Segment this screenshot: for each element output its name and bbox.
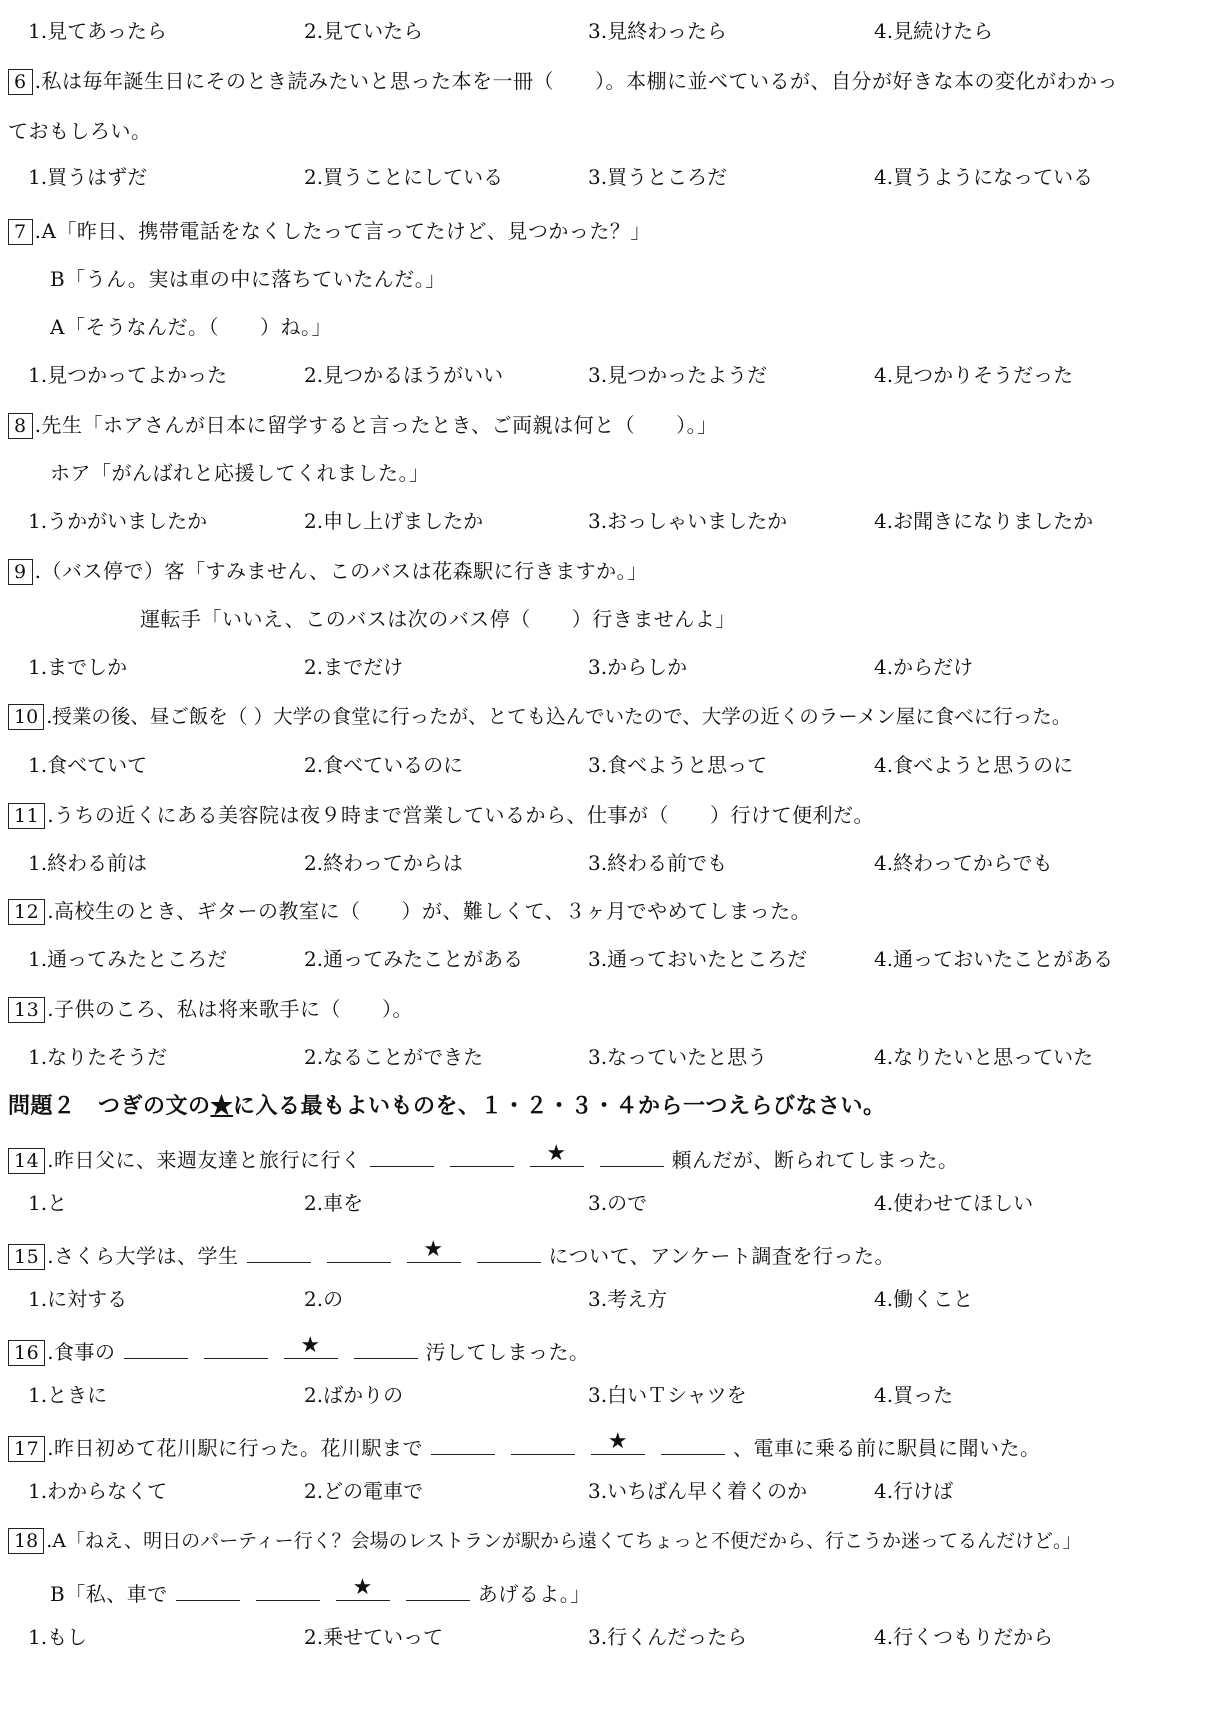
q13-option-2[interactable]: 2.なることができた (304, 1045, 484, 1069)
q14-text-after: 頼んだが、断られてしまった。 (671, 1148, 959, 1172)
mondai2-heading-post: に入る最もよいものを、１・２・３・４から一つえらびなさい。 (233, 1093, 886, 1119)
q16-line (8, 1332, 1206, 1367)
q17-options (28, 1476, 1206, 1506)
q9-option-2[interactable]: 2.までだけ (304, 655, 404, 679)
q9-line-1 (8, 556, 1206, 586)
q17-line (8, 1428, 1206, 1463)
q9-text-1: .（バス停で）客「すみません、このバスは花森駅に行きますか。」 (34, 559, 648, 583)
q17-number: 17 (8, 1436, 45, 1462)
q12-option-1[interactable]: 1.通ってみたところだ (28, 947, 228, 971)
star-icon: ★ (352, 1575, 373, 1600)
mondai2-heading-pre: 問題２ つぎの文の (8, 1093, 211, 1119)
q18-option-4[interactable]: 4.行くつもりだから (874, 1625, 1054, 1649)
q12-line (8, 896, 1206, 926)
q8-number: 8 (8, 413, 33, 439)
section-heading-mondai-2 (8, 1090, 886, 1122)
q16-number: 16 (8, 1340, 45, 1366)
q10-option-1[interactable]: 1.食べていて (28, 753, 148, 777)
q7-options (28, 360, 1206, 390)
q14-blank-2[interactable] (450, 1148, 514, 1167)
q15-text-before: .さくら大学は、学生 (47, 1244, 239, 1268)
q13-option-1[interactable]: 1.なりたそうだ (28, 1045, 168, 1069)
q15-number: 15 (8, 1244, 45, 1270)
q17-blank-1[interactable] (431, 1436, 495, 1455)
q15-text-after: について、アンケート調査を行った。 (548, 1244, 896, 1268)
q11-option-3[interactable]: 3.終わる前でも (588, 851, 728, 875)
q5-option-1[interactable]: 1.見てあったら (28, 19, 167, 43)
q13-option-3[interactable]: 3.なっていたと思う (588, 1045, 768, 1069)
q16-text-before: .食事の (47, 1340, 116, 1364)
q10-options (28, 750, 1206, 780)
star-icon: ★ (607, 1429, 629, 1454)
q11-line (8, 800, 1206, 830)
q11-option-4[interactable]: 4.終わってからでも (874, 851, 1053, 875)
q5-option-2[interactable]: 2.見ていたら (304, 19, 424, 43)
q8-option-1[interactable]: 1.うかがいましたか (28, 509, 208, 533)
q16-blank-1[interactable] (124, 1340, 188, 1359)
q9-line-2: 運転手「いいえ、このバスは次のバス停（ ）行きませんよ」 (140, 607, 736, 631)
q18-blank-2[interactable] (256, 1582, 320, 1601)
q14-blank-1[interactable] (370, 1148, 434, 1167)
q13-text: .子供のころ、私は将来歌手に（ ）。 (47, 997, 414, 1021)
q17-text-after: 、電車に乗る前に駅員に聞いた。 (733, 1436, 1041, 1460)
q15-line (8, 1236, 1206, 1271)
q18-text-1: .A「ねえ、明日のパーティー行く？会場のレストランが駅から遠くてちょっと不便だから、行こうか迷ってるんだけど。」 (46, 1530, 1082, 1552)
q17-option-3[interactable]: 3.いちばん早く着くのか (588, 1479, 808, 1503)
q18-option-1[interactable]: 1.もし (28, 1625, 88, 1649)
q9-option-1[interactable]: 1.までしか (28, 655, 128, 679)
q16-options (28, 1380, 1206, 1410)
q14-option-2[interactable]: 2.車を (304, 1191, 364, 1215)
q16-option-1[interactable]: 1.ときに (28, 1383, 108, 1407)
q15-blank-1[interactable] (247, 1244, 311, 1263)
q5-option-3[interactable]: 3.見終わったら (588, 19, 727, 43)
q16-option-2[interactable]: 2.ばかりの (304, 1383, 404, 1407)
q6-option-4[interactable]: 4.買うようになっている (874, 165, 1094, 189)
q12-number: 12 (8, 899, 45, 925)
q14-option-4[interactable]: 4.使わせてほしい (874, 1191, 1034, 1215)
star-icon: ★ (300, 1333, 321, 1358)
q14-text-before: .昨日父に、来週友達と旅行に行く (47, 1148, 362, 1172)
q8-line-2: ホア「がんばれと応援してくれました。」 (50, 461, 430, 485)
q7-line-3: A「そうなんだ。（ ）ね。」 (50, 315, 332, 339)
q12-text: .高校生のとき、ギターの教室に（ ）が、難しくて、３ヶ月でやめてしまった。 (47, 899, 812, 923)
q7-number: 7 (8, 219, 33, 245)
q15-options (28, 1284, 1206, 1314)
q18-options (28, 1622, 1206, 1652)
q6-number: 6 (8, 69, 33, 95)
q14-options (28, 1188, 1206, 1218)
q8-options (28, 506, 1206, 536)
q15-option-1[interactable]: 1.に対する (28, 1287, 128, 1311)
q11-options (28, 848, 1206, 878)
q13-number: 13 (8, 997, 45, 1023)
q16-option-4[interactable]: 4.買った (874, 1383, 954, 1407)
q13-option-4[interactable]: 4.なりたいと思っていた (874, 1045, 1094, 1069)
q9-option-3[interactable]: 3.からしか (588, 655, 688, 679)
q7-option-3[interactable]: 3.見つかったようだ (588, 363, 768, 387)
q5-options (28, 16, 1206, 46)
q15-blank-2[interactable] (327, 1244, 391, 1263)
q12-option-3[interactable]: 3.通っておいたところだ (588, 947, 808, 971)
q9-number: 9 (8, 559, 33, 585)
q17-option-2[interactable]: 2.どの電車で (304, 1479, 424, 1503)
q10-number: 10 (8, 704, 44, 730)
q12-option-4[interactable]: 4.通っておいたことがある (874, 947, 1114, 971)
q17-option-1[interactable]: 1.わからなくて (28, 1479, 168, 1503)
q6-text-line-2: ておもしろい。 (8, 119, 152, 143)
q9-option-4[interactable]: 4.からだけ (874, 655, 974, 679)
q18-text-before: B「私、車で (50, 1582, 168, 1606)
q11-number: 11 (8, 803, 45, 829)
q15-blank-star[interactable] (407, 1236, 461, 1263)
q7-option-4[interactable]: 4.見つかりそうだった (874, 363, 1074, 387)
q14-option-1[interactable]: 1.と (28, 1191, 68, 1215)
q6-option-3[interactable]: 3.買うところだ (588, 165, 728, 189)
q18-text-after: あげるよ。」 (477, 1582, 591, 1606)
q17-option-4[interactable]: 4.行けば (874, 1479, 954, 1503)
q17-blank-2[interactable] (511, 1436, 575, 1455)
q6-option-2[interactable]: 2.買うことにしている (304, 165, 504, 189)
q10-option-2[interactable]: 2.食べているのに (304, 753, 464, 777)
q14-option-3[interactable]: 3.ので (588, 1191, 648, 1215)
q11-option-2[interactable]: 2.終わってからは (304, 851, 463, 875)
q6-text-line-1 (8, 66, 1206, 96)
q13-line (8, 994, 1206, 1024)
q18-option-2[interactable]: 2.乗せていって (304, 1625, 444, 1649)
q13-options (28, 1042, 1206, 1072)
q18-blank-star[interactable] (336, 1574, 390, 1601)
q14-blank-star[interactable] (530, 1140, 584, 1167)
q8-option-3[interactable]: 3.おっしゃいましたか (588, 509, 788, 533)
q6-option-1[interactable]: 1.買うはずだ (28, 165, 148, 189)
q16-blank-star[interactable] (284, 1332, 338, 1359)
q12-options (28, 944, 1206, 974)
q18-option-3[interactable]: 3.行くんだったら (588, 1625, 748, 1649)
q7-line-2: B「うん。実は車の中に落ちていたんだ。」 (50, 267, 446, 291)
q18-line-2 (50, 1574, 1206, 1609)
q6-text-1: .私は毎年誕生日にそのとき読みたいと思った本を一冊（ ）。本棚に並べているが、自分が好きな本の変化がわかっ (34, 69, 1118, 93)
q18-line-1 (8, 1526, 1206, 1556)
q7-line-1 (8, 216, 1206, 246)
q18-blank-1[interactable] (176, 1582, 240, 1601)
q18-blank-4[interactable] (406, 1582, 470, 1601)
q10-option-4[interactable]: 4.食べようと思うのに (874, 753, 1074, 777)
q16-blank-2[interactable] (204, 1340, 268, 1359)
q8-option-4[interactable]: 4.お聞きになりましたか (874, 509, 1094, 533)
q15-blank-4[interactable] (477, 1244, 541, 1263)
q17-blank-4[interactable] (661, 1436, 725, 1455)
q14-line (8, 1140, 1206, 1175)
q7-text-1: .A「昨日、携帯電話をなくしたって言ってたけど、見つかった？」 (34, 219, 651, 243)
star-marker-heading: ★ (210, 1093, 234, 1119)
q10-option-3[interactable]: 3.食べようと思って (588, 753, 768, 777)
q6-options (28, 162, 1206, 192)
q8-line-1 (8, 410, 1206, 440)
q7-option-1[interactable]: 1.見つかってよかった (28, 363, 228, 387)
q17-blank-star[interactable] (591, 1428, 645, 1455)
q14-blank-4[interactable] (600, 1148, 664, 1167)
q17-text-before: .昨日初めて花川駅に行った。花川駅まで (47, 1436, 424, 1460)
q16-text-after: 汚してしまった。 (425, 1340, 590, 1364)
q10-text: .授業の後、昼ご飯を（ ）大学の食堂に行ったが、とても込んでいたので、大学の近くのラーメン屋に食べに行った。 (46, 705, 1072, 728)
q14-number: 14 (8, 1148, 45, 1174)
q9-options (28, 652, 1206, 682)
q16-blank-4[interactable] (354, 1340, 418, 1359)
q18-number: 18 (8, 1528, 44, 1554)
q12-option-2[interactable]: 2.通ってみたことがある (304, 947, 524, 971)
q7-option-2[interactable]: 2.見つかるほうがいい (304, 363, 504, 387)
q11-option-1[interactable]: 1.終わる前は (28, 851, 148, 875)
q8-option-2[interactable]: 2.申し上げましたか (304, 509, 484, 533)
q15-option-3[interactable]: 3.考え方 (588, 1287, 668, 1311)
q8-text-1: .先生「ホアさんが日本に留学すると言ったとき、ご両親は何と（ ）。」 (34, 413, 718, 437)
q15-option-4[interactable]: 4.働くこと (874, 1287, 974, 1311)
q15-option-2[interactable]: 2.の (304, 1287, 344, 1311)
star-icon: ★ (546, 1141, 567, 1166)
q16-option-3[interactable]: 3.白いＴシャツを (588, 1383, 747, 1407)
q11-text: .うちの近くにある美容院は夜９時まで営業しているから、仕事が（ ）行けて便利だ。 (47, 803, 875, 827)
q5-option-4[interactable]: 4.見続けたら (874, 19, 994, 43)
q10-line (8, 702, 1206, 732)
star-icon: ★ (423, 1237, 444, 1262)
